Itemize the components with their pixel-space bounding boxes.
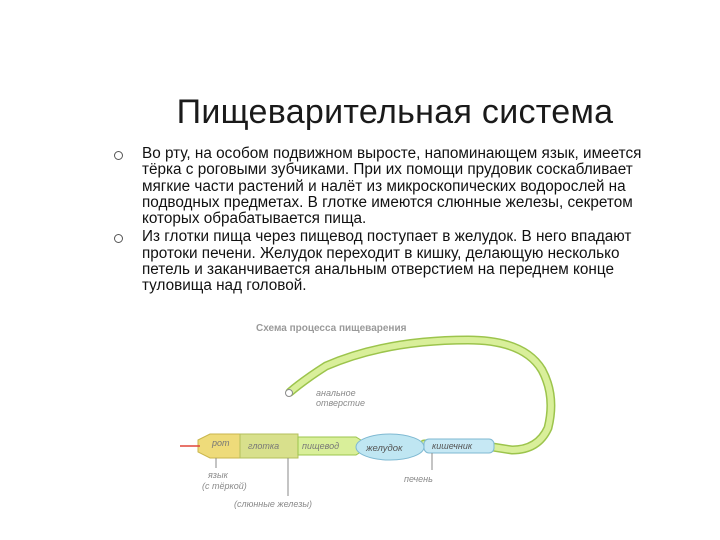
bullet-circle-icon xyxy=(114,234,123,243)
tongue-label-line2: (с тёркой) xyxy=(202,481,247,491)
anus-opening xyxy=(286,390,293,397)
salivary-label: (слюнные железы) xyxy=(234,499,313,509)
intestine-label: кишечник xyxy=(432,441,473,451)
mouth-label: рот xyxy=(212,438,230,448)
liver-label: печень xyxy=(404,474,433,484)
tongue-label-line1: язык xyxy=(208,470,228,480)
slide-title: Пищеварительная система xyxy=(176,92,614,131)
esophagus-label: пищевод xyxy=(302,441,340,451)
bullet-text: Во рту, на особом подвижном выросте, напоминающем язык, имеется тёрка с роговыми зубчиками. При их помощи прудовик соскабливает мягкие части растений и налёт из микроскопических водорослей на подводных предметах. В глотке имеются слюнные железы, секретом которых обрабатывается пища. xyxy=(142,145,642,228)
anus-label-line2: отверстие xyxy=(316,398,366,408)
pharynx-label: глотка xyxy=(248,441,280,451)
digestion-diagram xyxy=(176,318,616,518)
stomach-label: желудок xyxy=(366,443,403,454)
bullet-item xyxy=(112,146,652,227)
bullet-circle-icon xyxy=(114,151,123,160)
bullet-text: Из глотки пища через пищевод поступает в желудок. В него впадают протоки печени. Желудок переходит в кишку, делающую несколько петель и заканчивается анальным отверстием на переднем конце туловища над головой. xyxy=(142,228,632,295)
bullet-item xyxy=(112,229,652,294)
bullet-list xyxy=(112,146,652,297)
anus-label-line1: анальное xyxy=(316,388,356,398)
diagram-title: Схема процесса пищеварения xyxy=(256,323,407,334)
